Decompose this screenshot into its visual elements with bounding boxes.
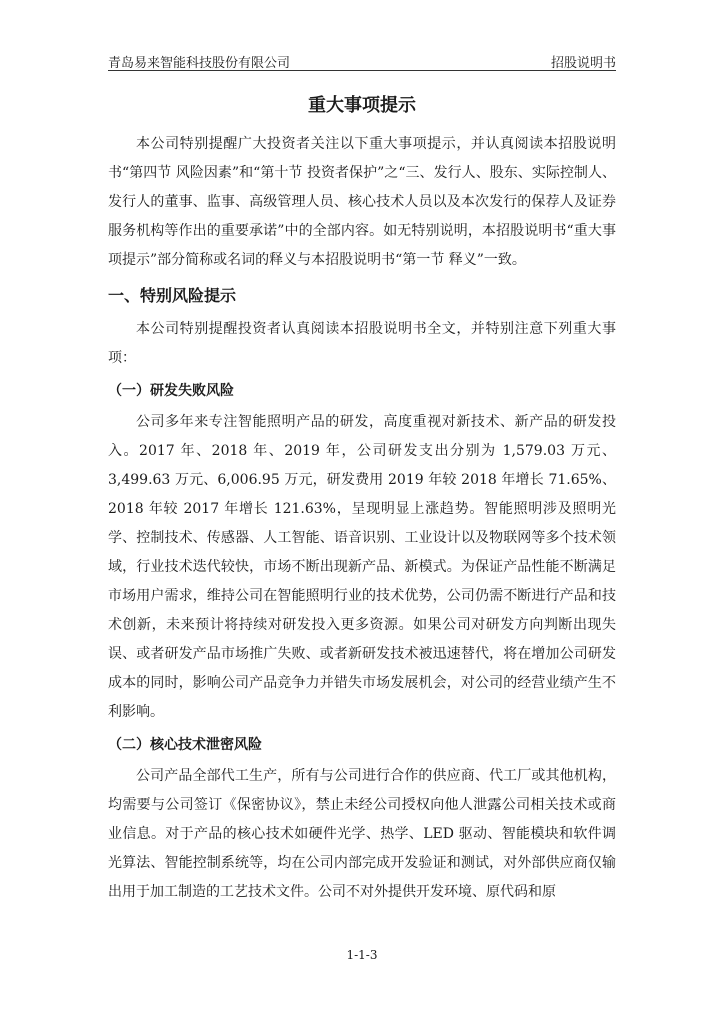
subsection-heading-rd-failure: （一）研发失败风险 (108, 383, 234, 399)
header-doc-type: 招股说明书 (550, 56, 616, 71)
page-header (108, 50, 616, 71)
header-company-name: 青岛易来智能科技股份有限公司 (108, 56, 291, 71)
section-heading-special-risk: 一、特别风险提示 (108, 286, 237, 305)
page-number: 1-1-3 (346, 948, 378, 962)
section-intro-paragraph: 本公司特别提醒投资者认真阅读本招股说明书全文，并特别注意下列重大事项： (108, 321, 616, 366)
tech-leak-paragraph: 公司产品全部代工生产，所有与公司进行合作的供应商、代工厂或其他机构，均需要与公司签订《保密协议》，禁止未经公司授权向他人泄露公司相关技术或商业信息。对于产品的核心技术如硬件光学、热学、LED 驱动、智能模块和软件调光算法、智能控制系统等，均在公司内部完成开发验证和测试，对外部供应商仅输出用于加工制造的工艺技术文件。公司不对外提供开发环境、原代码和原 (108, 768, 616, 900)
page-title: 重大事项提示 (308, 95, 416, 116)
intro-paragraph: 本公司特别提醒广大投资者关注以下重大事项提示，并认真阅读本招股说明书“第四节 风险因素”和“第十节 投资者保护”之“三、发行人、股东、实际控制人、发行人的董事、监事、高级管理人员、核心技术人员以及本次发行的保荐人及证券服务机构等作出的重要承诺”中的全部内容。如无特别说明，本招股说明书“重大事项提示”部分简称或名词的释义与本招股说明书“第一节 释义”一致。 (108, 136, 616, 268)
rd-failure-paragraph: 公司多年来专注智能照明产品的研发，高度重视对新技术、新产品的研发投入。2017 年、2018 年、2019 年，公司研发支出分别为 1,579.03 万元、3,499.63 万元、6,006.95 万元，研发费用 2019 年较 2018 年增长 71.65%、2018 年较 2017 年增长 121.63%，呈现明显上涨趋势。智能照明涉及照明光学、控制技术、传感器、人工智能、语音识别、工业设计以及物联网等多个技术领域，行业技术迭代较快，市场不断出现新产品、新模式。为保证产品性能不断满足市场用户需求，维持公司在智能照明行业的技术优势，公司仍需不断进行产品和技术创新，未来预计将持续对研发投入更多资源。如果公司对研发方向判断出现失误、或者研发产品市场推广失败、或者新研发技术被迅速替代，将在增加公司研发成本的同时，影响公司产品竞争力并错失市场发展机会，对公司的经营业绩产生不利影响。 (108, 414, 616, 720)
subsection-heading-tech-leak: （二）核心技术泄密风险 (108, 737, 262, 753)
page-content (108, 92, 616, 907)
